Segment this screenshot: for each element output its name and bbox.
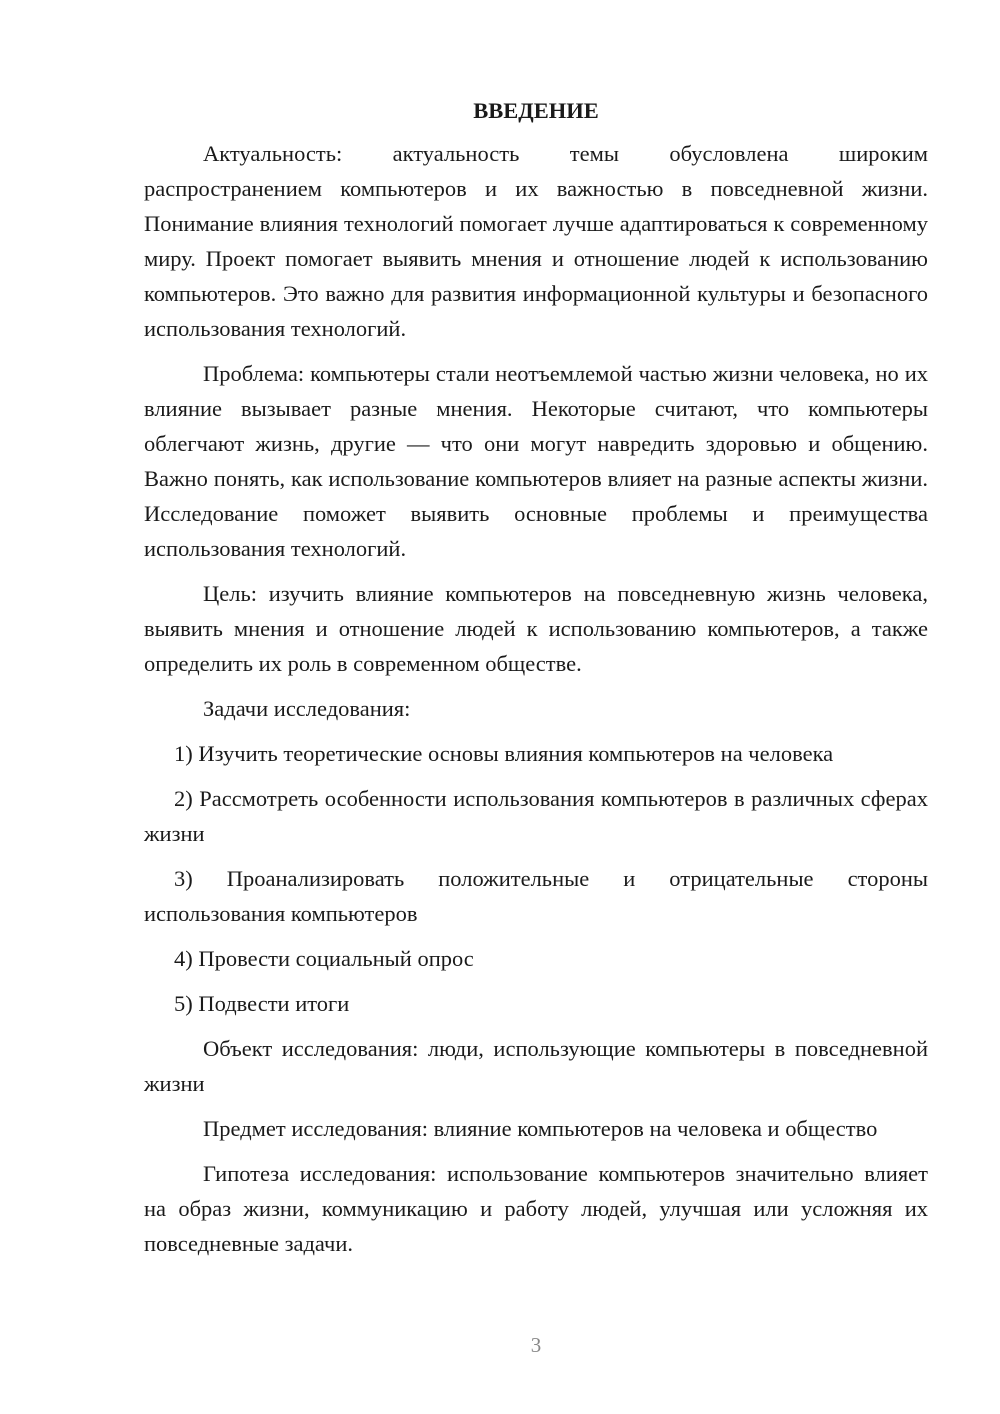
paragraph-problem: Проблема: компьютеры стали неотъемлемой частью жизни человека, но их влияние вызывает разные мнения. Некоторые считают, что компьютеры облегчают жизнь, другие — что они могут навредить здоровью и общению. Важно понять, как использование компьютеров влияет на разные аспекты жизни. Исследование поможет выявить основные проблемы и преимущества использования технологий. — [144, 361, 928, 561]
task-item: 1) Изучить теоретические основы влияния компьютеров на человека — [174, 741, 834, 766]
task-item: 2) Рассмотреть особенности использования компьютеров в различных сферах жизни — [144, 786, 928, 846]
task-item: 4) Провести социальный опрос — [174, 946, 474, 971]
paragraph-hypothesis: Гипотеза исследования: использование компьютеров значительно влияет на образ жизни, коммуникацию и работу людей, улучшая или усложняя их повседневные задачи. — [144, 1161, 928, 1256]
task-item: 5) Подвести итоги — [174, 991, 350, 1016]
paragraph-relevance: Актуальность: актуальность темы обусловлена широким распространением компьютеров и их важностью в повседневной жизни. Понимание влияния технологий помогает лучше адаптироваться к современному миру. Проект помогает выявить мнения и отношение людей к использованию компьютеров. Это важно для развития информационной культуры и безопасного использования технологий. — [144, 141, 928, 341]
task-item: 3) Проанализировать положительные и отрицательные стороны использования компьютеров — [144, 866, 928, 926]
page-number: 3 — [530, 1333, 542, 1357]
paragraph-goal: Цель: изучить влияние компьютеров на повседневную жизнь человека, выявить мнения и отношение людей к использованию компьютеров, а также определить их роль в современном обществе. — [144, 581, 928, 676]
paragraph-subject: Предмет исследования: влияние компьютеров на человека и общество — [203, 1116, 878, 1141]
section-title: ВВЕДЕНИЕ — [473, 98, 599, 123]
paragraph-object: Объект исследования: люди, использующие компьютеры в повседневной жизни — [144, 1036, 928, 1096]
tasks-heading: Задачи исследования: — [203, 696, 411, 721]
page-content — [144, 96, 928, 1271]
